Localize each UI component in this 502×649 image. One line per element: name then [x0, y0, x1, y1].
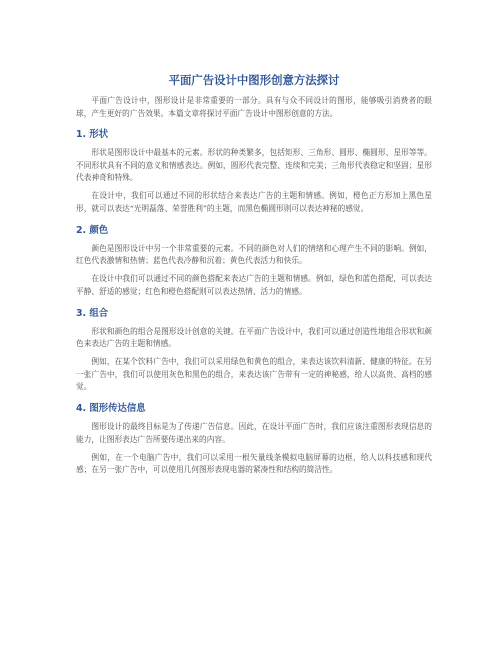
- information-paragraph-2: 例如，在一个电脑广告中，我们可以采用一根矢量线条模拟电脑屏幕的边框，给人以科技感和现代感；在另一张广告中，可以使用几何图形表现电器的紧凑性和结构的简洁性。: [76, 452, 432, 475]
- section-heading-shape: 1. 形状: [76, 129, 109, 141]
- section-heading-information: 4. 图形传达信息: [76, 403, 146, 414]
- section-heading-combination: 3. 组合: [76, 307, 109, 319]
- color-paragraph-2: 在设计中我们可以通过不同的颜色搭配来表达广告的主题和情感。例如，绿色和蓝色搭配，可以表达平静、舒适的感觉；红色和橙色搭配则可以表达热情、活力的情感。: [76, 274, 432, 296]
- document-page: [76, 72, 432, 482]
- information-paragraph-1: 图形设计的最终目标是为了传递广告信息。因此，在设计平面广告时，我们应该注重图形表现信息的能力，让图形表达广告所要传递出来的内容。: [76, 422, 432, 444]
- document-title: 平面广告设计中图形创意方法探讨: [168, 73, 340, 87]
- shape-paragraph-1: 形状是图形设计中最基本的元素。形状的种类繁多，包括矩形、三角形、圆形、椭圆形、星形等等。不同形状具有不同的意义和情感表达。例如，圆形代表完整、连续和完美；三角形代表稳定和坚固；星形代表神奇和特殊。: [76, 148, 432, 183]
- intro-paragraph: 平面广告设计中，图形设计是非常重要的一部分。具有与众不同设计的图形，能够吸引消费者的眼球，产生更好的广告效果。本篇文章将探讨平面广告设计中图形创意的方法。: [76, 96, 432, 118]
- shape-paragraph-2: 在设计中，我们可以通过不同的形状结合来表达广告的主题和情感。例如，橙色正方形加上黑色星形，就可以表达“光明磊落、荣誉胜利”的主题，而黑色椭圆形则可以表达神秘的感觉。: [76, 191, 432, 214]
- color-paragraph-1: 颜色是图形设计中另一个非常重要的元素。不同的颜色对人们的情绪和心理产生不同的影响。例如，红色代表激情和热情；蓝色代表冷静和沉着；黄色代表活力和快乐。: [76, 243, 432, 266]
- combination-paragraph-1: 形状和颜色的组合是图形设计创意的关键。在平面广告设计中，我们可以通过创造性地组合形状和颜色来表达广告的主题和情感。: [76, 326, 432, 349]
- section-heading-color: 2. 颜色: [76, 224, 109, 236]
- combination-paragraph-2: 例如，在某个饮料广告中，我们可以采用绿色和黄色的组合，来表达该饮料清新、健康的特征。在另一张广告中，我们可以使用灰色和黑色的组合，来表达该广告带有一定的神秘感，给人以高贵、高档的感觉。: [76, 357, 432, 392]
